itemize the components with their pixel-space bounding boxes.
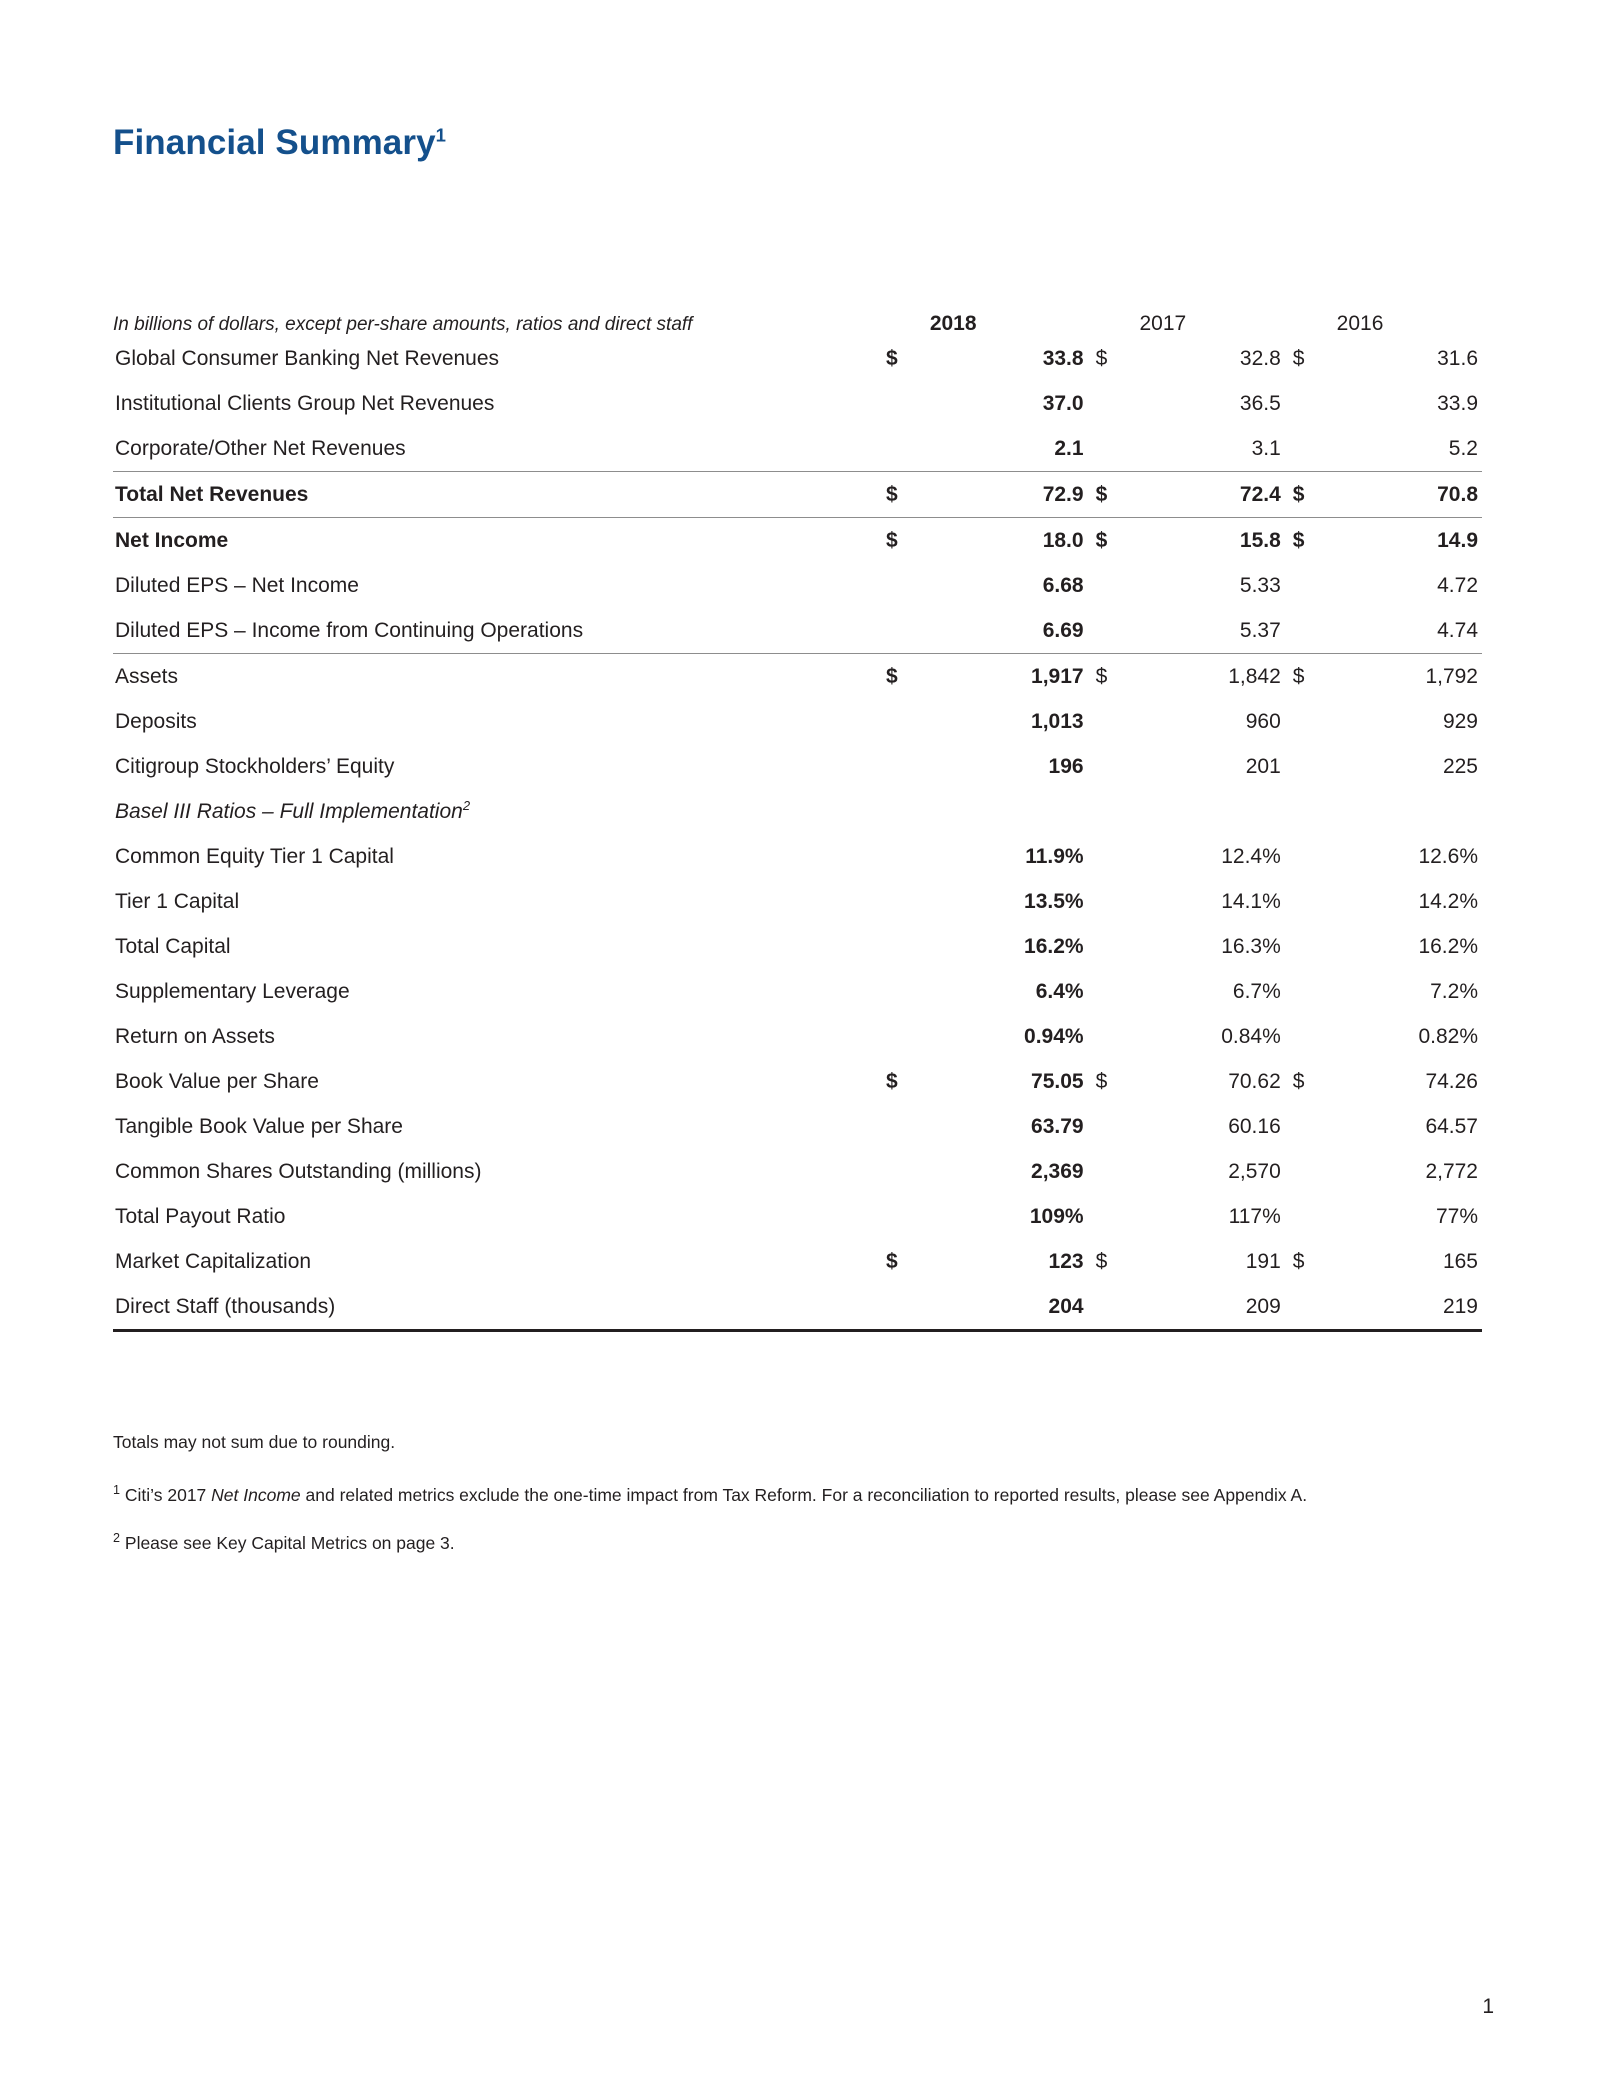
- cell-value-2018: 204: [930, 1284, 1088, 1331]
- cell-value-2017: 16.3%: [1221, 935, 1281, 958]
- currency-symbol-2016: [1285, 834, 1337, 879]
- cell-value-2016: 77%: [1435, 1205, 1478, 1228]
- row-label: Institutional Clients Group Net Revenues: [115, 392, 495, 415]
- cell-value-2018: 6.69: [930, 608, 1088, 654]
- cell-value-2017: [1139, 789, 1284, 834]
- cell-value-2016: 5.2: [1337, 426, 1482, 472]
- cell-value-2018: 75.05: [1031, 1070, 1084, 1093]
- note-2-marker: 2: [113, 1530, 121, 1545]
- table-row: [113, 426, 1482, 472]
- currency-symbol-2018: [878, 1284, 930, 1331]
- cell-value-2018: 6.4%: [1035, 980, 1084, 1003]
- cell-value-2017: 32.8: [1239, 347, 1281, 370]
- table-caption: In billions of dollars, except per-share amounts, ratios and direct staff: [113, 314, 693, 335]
- cell-value-2016: 4.74: [1337, 608, 1482, 654]
- row-label: Deposits: [115, 710, 197, 733]
- currency-symbol-2018: [878, 1104, 930, 1149]
- table-row: [113, 381, 1482, 426]
- header-currency-2017: [1088, 312, 1140, 336]
- cell-value-2016: 74.26: [1425, 1070, 1478, 1093]
- currency-symbol-2018: [878, 969, 930, 1014]
- row-label: Market Capitalization: [115, 1250, 312, 1273]
- header-currency-2016: [1285, 312, 1337, 336]
- currency-symbol-2016: [1285, 969, 1337, 1014]
- financial-summary-table-wrapper: [113, 312, 1482, 1332]
- cell-value-2016: 70.8: [1337, 472, 1482, 518]
- note-1: [113, 1483, 1493, 1508]
- table-row: [113, 699, 1482, 744]
- currency-symbol-2017: [1088, 1284, 1140, 1331]
- currency-symbol-2018: [878, 834, 930, 879]
- table-row: [113, 1059, 1482, 1104]
- cell-value-2016: 33.9: [1437, 392, 1478, 415]
- cell-value-2018: 11.9%: [1025, 845, 1084, 868]
- cell-value-2017: 3.1: [1139, 426, 1284, 472]
- table-row: [113, 336, 1482, 381]
- currency-symbol-2017: [1088, 1014, 1140, 1059]
- currency-symbol-2016: [1285, 1149, 1337, 1194]
- table-row: [113, 1014, 1482, 1059]
- cell-value-2016: 2,772: [1425, 1160, 1478, 1183]
- row-label: Diluted EPS – Income from Continuing Operations: [113, 608, 878, 654]
- table-row: [113, 924, 1482, 969]
- cell-value-2018: 0.94%: [1024, 1025, 1084, 1048]
- row-label: Common Shares Outstanding (millions): [115, 1160, 482, 1183]
- cell-value-2018: 63.79: [1031, 1115, 1084, 1138]
- currency-symbol-2016: $: [1292, 1250, 1305, 1273]
- cell-value-2018: 1,013: [1031, 710, 1084, 733]
- currency-symbol-2018: [878, 924, 930, 969]
- currency-symbol-2016: $: [1292, 1070, 1305, 1093]
- footnotes: [113, 1430, 1493, 1578]
- table-row: [113, 789, 1482, 834]
- cell-value-2016: 64.57: [1425, 1115, 1478, 1138]
- cell-value-2017: 15.8: [1239, 529, 1281, 552]
- currency-symbol-2018: [878, 789, 930, 834]
- currency-symbol-2017: [1088, 381, 1140, 426]
- note-1-part2: and related metrics exclude the one-time impact from Tax Reform. For a reconciliation to reported results, please see Appendix A.: [300, 1485, 1308, 1506]
- column-header-2018: 2018: [929, 312, 977, 335]
- cell-value-2017: 2,570: [1228, 1160, 1281, 1183]
- row-label: Tangible Book Value per Share: [115, 1115, 403, 1138]
- cell-value-2016: 225: [1442, 755, 1478, 778]
- cell-value-2018: 33.8: [1042, 347, 1084, 370]
- cell-value-2016: [1337, 789, 1482, 834]
- row-label: Return on Assets: [115, 1025, 275, 1048]
- row-label: Total Payout Ratio: [115, 1205, 286, 1228]
- currency-symbol-2017: [1088, 924, 1140, 969]
- currency-symbol-2018: [878, 608, 930, 654]
- row-label: Corporate/Other Net Revenues: [113, 426, 878, 472]
- cell-value-2017: 0.84%: [1221, 1025, 1281, 1048]
- cell-value-2017: 209: [1139, 1284, 1284, 1331]
- currency-symbol-2016: [1285, 744, 1337, 789]
- cell-value-2017: 12.4%: [1221, 845, 1281, 868]
- currency-symbol-2018: [878, 699, 930, 744]
- note-2-text: Please see Key Capital Metrics on page 3.: [124, 1532, 455, 1553]
- currency-symbol-2018: $: [885, 1250, 898, 1273]
- currency-symbol-2017: [1088, 608, 1140, 654]
- cell-value-2016: 0.82%: [1418, 1025, 1478, 1048]
- cell-value-2016: 12.6%: [1418, 845, 1478, 868]
- cell-value-2018: 16.2%: [1024, 935, 1084, 958]
- currency-symbol-2018: $: [885, 529, 898, 552]
- currency-symbol-2017: [1088, 699, 1140, 744]
- cell-value-2018: 72.9: [930, 472, 1088, 518]
- table-body: [113, 336, 1482, 1331]
- table-row: [113, 879, 1482, 924]
- page-title-footnote-marker: 1: [435, 124, 447, 146]
- currency-symbol-2016: [1285, 789, 1337, 834]
- cell-value-2018: 2,369: [1031, 1160, 1084, 1183]
- row-label: Total Net Revenues: [113, 472, 878, 518]
- currency-symbol-2017: $: [1095, 665, 1108, 688]
- currency-symbol-2018: [878, 879, 930, 924]
- currency-symbol-2016: [1285, 699, 1337, 744]
- row-label: Assets: [115, 665, 179, 688]
- cell-value-2016: 14.9: [1437, 529, 1478, 552]
- cell-value-2017: 5.33: [1239, 574, 1281, 597]
- row-label: Direct Staff (thousands): [113, 1284, 878, 1331]
- currency-symbol-2018: [878, 381, 930, 426]
- cell-value-2017: 117%: [1228, 1205, 1281, 1228]
- currency-symbol-2016: [1285, 1194, 1337, 1239]
- table-row: [113, 1194, 1482, 1239]
- currency-symbol-2018: [878, 744, 930, 789]
- page-title-text: Financial Summary: [113, 123, 436, 163]
- table-row: [113, 1149, 1482, 1194]
- currency-symbol-2018: [878, 1014, 930, 1059]
- currency-symbol-2016: [1285, 426, 1337, 472]
- table-header-row: [113, 312, 1482, 336]
- table-row: [113, 969, 1482, 1014]
- cell-value-2017: 14.1%: [1221, 890, 1281, 913]
- cell-value-2016: 165: [1442, 1250, 1478, 1273]
- cell-value-2016: 7.2%: [1430, 980, 1478, 1003]
- cell-value-2018: 1,917: [1031, 665, 1084, 688]
- note-2: [113, 1531, 1493, 1556]
- cell-value-2016: 929: [1442, 710, 1478, 733]
- row-label: Diluted EPS – Net Income: [115, 574, 359, 597]
- cell-value-2018: 13.5%: [1024, 890, 1084, 913]
- currency-symbol-2016: $: [1292, 347, 1305, 370]
- page-number: 1: [1482, 1995, 1494, 2018]
- currency-symbol-2018: $: [878, 472, 930, 518]
- table-row: [113, 472, 1482, 518]
- currency-symbol-2017: [1088, 1104, 1140, 1149]
- cell-value-2017: 960: [1245, 710, 1281, 733]
- cell-value-2016: 219: [1337, 1284, 1482, 1331]
- row-label: Tier 1 Capital: [115, 890, 240, 913]
- table-row: [113, 563, 1482, 608]
- currency-symbol-2017: [1088, 969, 1140, 1014]
- currency-symbol-2016: [1285, 879, 1337, 924]
- currency-symbol-2017: $: [1095, 1250, 1108, 1273]
- currency-symbol-2017: [1088, 1194, 1140, 1239]
- table-row: [113, 1239, 1482, 1284]
- currency-symbol-2017: $: [1088, 472, 1140, 518]
- currency-symbol-2018: [878, 1194, 930, 1239]
- cell-value-2018: 6.68: [1042, 574, 1084, 597]
- cell-value-2017: 1,842: [1228, 665, 1281, 688]
- currency-symbol-2017: [1088, 1149, 1140, 1194]
- page-title: [113, 123, 446, 163]
- row-label: Total Capital: [115, 935, 231, 958]
- row-label-footnote-marker: 2: [462, 798, 471, 813]
- cell-value-2017: 5.37: [1139, 608, 1284, 654]
- note-1-part1: Citi’s 2017: [124, 1485, 212, 1506]
- cell-value-2016: 16.2%: [1418, 935, 1478, 958]
- currency-symbol-2018: $: [885, 665, 898, 688]
- currency-symbol-2018: $: [885, 1070, 898, 1093]
- currency-symbol-2016: [1285, 924, 1337, 969]
- currency-symbol-2017: $: [1095, 1070, 1108, 1093]
- currency-symbol-2016: [1285, 381, 1337, 426]
- currency-symbol-2017: [1088, 789, 1140, 834]
- currency-symbol-2016: $: [1292, 665, 1305, 688]
- cell-value-2018: 196: [1048, 755, 1084, 778]
- currency-symbol-2018: $: [885, 347, 898, 370]
- cell-value-2018: 123: [1048, 1250, 1084, 1273]
- cell-value-2017: 60.16: [1228, 1115, 1281, 1138]
- currency-symbol-2016: [1285, 1104, 1337, 1149]
- row-label: Basel III Ratios – Full Implementation$^2$: [115, 798, 471, 823]
- currency-symbol-2017: [1088, 426, 1140, 472]
- currency-symbol-2017: [1088, 563, 1140, 608]
- currency-symbol-2016: $: [1285, 472, 1337, 518]
- table-row: [113, 608, 1482, 654]
- row-label: Global Consumer Banking Net Revenues: [115, 347, 500, 370]
- currency-symbol-2016: [1285, 1014, 1337, 1059]
- cell-value-2018: [930, 789, 1088, 834]
- note-1-marker: 1: [113, 1483, 121, 1498]
- currency-symbol-2016: [1285, 563, 1337, 608]
- currency-symbol-2017: $: [1095, 529, 1108, 552]
- cell-value-2017: 191: [1245, 1250, 1281, 1273]
- row-label: Supplementary Leverage: [115, 980, 350, 1003]
- cell-value-2018: 37.0: [1042, 392, 1084, 415]
- row-label: Citigroup Stockholders’ Equity: [115, 755, 395, 778]
- row-label: Net Income: [115, 529, 229, 552]
- currency-symbol-2016: $: [1292, 529, 1305, 552]
- cell-value-2017: 70.62: [1228, 1070, 1281, 1093]
- cell-value-2016: 4.72: [1437, 574, 1478, 597]
- currency-symbol-2017: [1088, 744, 1140, 789]
- note-rounding: Totals may not sum due to rounding.: [113, 1432, 396, 1452]
- currency-symbol-2016: [1285, 608, 1337, 654]
- table-row: [113, 744, 1482, 789]
- financial-summary-table: [113, 312, 1482, 1332]
- table-row: [113, 834, 1482, 879]
- cell-value-2017: 72.4: [1139, 472, 1284, 518]
- cell-value-2017: 36.5: [1239, 392, 1281, 415]
- currency-symbol-2017: [1088, 879, 1140, 924]
- row-label: Common Equity Tier 1 Capital: [115, 845, 394, 868]
- header-currency-2018: [878, 312, 930, 336]
- currency-symbol-2017: $: [1095, 347, 1108, 370]
- column-header-2016: 2016: [1336, 312, 1384, 335]
- cell-value-2018: 18.0: [1042, 529, 1084, 552]
- currency-symbol-2018: [878, 1149, 930, 1194]
- currency-symbol-2018: [878, 426, 930, 472]
- table-row: [113, 1104, 1482, 1149]
- row-label: Book Value per Share: [115, 1070, 319, 1093]
- currency-symbol-2016: [1285, 1284, 1337, 1331]
- table-row: [113, 518, 1482, 564]
- cell-value-2018: 2.1: [930, 426, 1088, 472]
- column-header-2017: 2017: [1139, 312, 1187, 335]
- cell-value-2016: 14.2%: [1418, 890, 1478, 913]
- cell-value-2016: 31.6: [1437, 347, 1478, 370]
- currency-symbol-2017: [1088, 834, 1140, 879]
- table-row: [113, 1284, 1482, 1331]
- cell-value-2017: 201: [1245, 755, 1281, 778]
- cell-value-2018: 109%: [1029, 1205, 1084, 1228]
- cell-value-2017: 6.7%: [1232, 980, 1281, 1003]
- currency-symbol-2018: [878, 563, 930, 608]
- table-row: [113, 654, 1482, 700]
- cell-value-2016: 1,792: [1425, 665, 1478, 688]
- note-1-italic: Net Income: [211, 1485, 301, 1506]
